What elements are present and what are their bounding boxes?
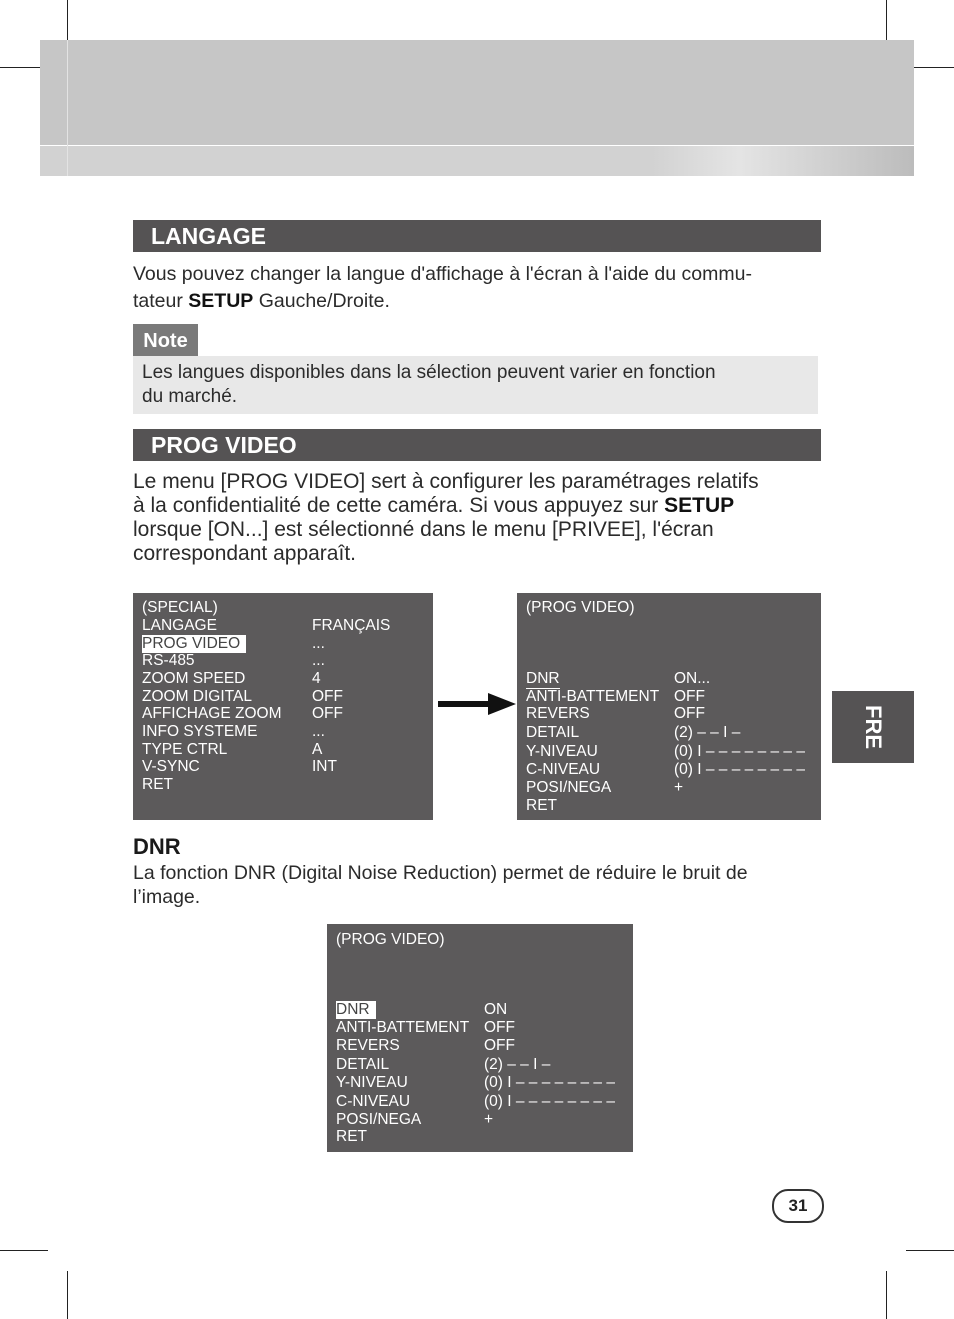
crop-mark — [906, 1250, 954, 1251]
osd-label: RET — [142, 776, 173, 793]
osd-label: REVERS — [336, 1037, 400, 1054]
osd-title: (PROG VIDEO) — [526, 599, 635, 616]
osd-label-selected: PROG VIDEO — [142, 635, 246, 653]
osd-label: TYPE CTRL — [142, 741, 228, 758]
osd-value: + — [674, 779, 684, 796]
osd-title: (SPECIAL) — [142, 599, 218, 616]
page-number: 31 — [772, 1189, 824, 1223]
osd-value: (2) – – I – — [674, 724, 741, 741]
langage-line2-post: Gauche/Droite. — [253, 290, 390, 312]
osd-menu-prog-video-dnr — [327, 924, 633, 1152]
note-line2: du marché. — [142, 386, 238, 407]
prog-video-line1: Le menu [PROG VIDEO] sert à configurer les paramétrages relatifs — [133, 470, 759, 493]
prog-video-line4: correspondant apparaît. — [133, 542, 356, 565]
osd-label: DETAIL — [336, 1056, 390, 1073]
osd-value: (0) I – – – – – – – – — [674, 743, 805, 760]
osd-label-selected: DNR — [526, 670, 560, 687]
osd-value: OFF — [484, 1019, 515, 1036]
osd-label: INFO SYSTEME — [142, 723, 258, 740]
right-arrow-icon — [438, 693, 516, 715]
langage-description — [133, 261, 823, 315]
osd-label-selected: DNR — [336, 1001, 376, 1019]
prog-video-description — [133, 470, 823, 566]
osd-value: (0) I – – – – – – – – — [484, 1074, 615, 1091]
osd-value: OFF — [674, 688, 705, 705]
language-side-tab-label: FRE — [861, 705, 886, 749]
note-box — [133, 356, 818, 414]
osd-label: RET — [336, 1128, 367, 1145]
dnr-heading: DNR — [133, 834, 181, 859]
osd-label: AFFICHAGE ZOOM — [142, 705, 282, 722]
langage-line1: Vous pouvez changer la langue d'affichage à l'écran à l'aide du commu- — [133, 263, 752, 285]
prog-video-line2: à la confidentialité de cette caméra. Si vous appuyez sur — [133, 494, 665, 517]
osd-menu-prog-video — [517, 593, 821, 820]
setup-keyword: SETUP — [188, 290, 254, 312]
header-band — [40, 40, 914, 145]
osd-label: ZOOM DIGITAL — [142, 688, 252, 705]
osd-value: 4 — [312, 670, 321, 687]
osd-value: OFF — [674, 705, 705, 722]
osd-value: OFF — [312, 688, 343, 705]
crop-mark — [886, 1271, 887, 1319]
osd-value: OFF — [484, 1037, 515, 1054]
crop-mark — [67, 1271, 68, 1319]
osd-label: ZOOM SPEED — [142, 670, 246, 687]
langage-line2-pre: tateur — [133, 290, 189, 312]
osd-value: ON... — [674, 670, 711, 687]
osd-value: (2) – – I – — [484, 1056, 551, 1073]
osd-label: ANTI-BATTEMENT — [336, 1019, 470, 1036]
osd-value: ... — [312, 723, 325, 740]
osd-value: (0) I – – – – – – – – — [674, 761, 805, 778]
osd-label: RET — [526, 797, 557, 814]
section-heading-prog-video: PROG VIDEO — [133, 429, 821, 461]
header-divider — [67, 40, 68, 176]
osd-label: V-SYNC — [142, 758, 200, 775]
osd-value: (0) I – – – – – – – – — [484, 1093, 615, 1110]
osd-label: ANTI-BATTEMENT — [526, 688, 660, 705]
dnr-line1: La fonction DNR (Digital Noise Reduction) permet de réduire le bruit de — [133, 862, 748, 884]
osd-value: ON — [484, 1001, 508, 1018]
osd-menu-special — [133, 593, 433, 820]
osd-label: LANGAGE — [142, 617, 217, 634]
osd-label: Y-NIVEAU — [526, 743, 598, 760]
osd-value: INT — [312, 758, 337, 775]
language-side-tab — [832, 691, 914, 763]
header-strip — [40, 146, 914, 176]
osd-value: + — [484, 1111, 494, 1128]
osd-value: FRANÇAIS — [312, 617, 391, 634]
prog-video-line3: lorsque [ON...] est sélectionné dans le menu [PRIVEE], l'écran — [133, 518, 714, 541]
osd-value: ... — [312, 635, 325, 652]
osd-label: REVERS — [526, 705, 590, 722]
osd-value: OFF — [312, 705, 343, 722]
dnr-description — [133, 861, 823, 909]
osd-label: C-NIVEAU — [526, 761, 601, 778]
osd-label: RS-485 — [142, 652, 195, 669]
setup-keyword: SETUP — [664, 494, 735, 517]
osd-label: C-NIVEAU — [336, 1093, 411, 1110]
section-heading-langage: LANGAGE — [133, 220, 821, 252]
osd-label: DETAIL — [526, 724, 580, 741]
osd-label: POSI/NEGA — [526, 779, 612, 796]
osd-value: ... — [312, 652, 325, 669]
note-label: Note — [133, 324, 198, 356]
osd-label: Y-NIVEAU — [336, 1074, 408, 1091]
dnr-line2: l’image. — [133, 886, 201, 908]
osd-label: POSI/NEGA — [336, 1111, 422, 1128]
crop-mark — [0, 1250, 48, 1251]
note-line1: Les langues disponibles dans la sélection peuvent varier en fonction — [142, 362, 716, 383]
osd-value: A — [312, 741, 323, 758]
osd-title: (PROG VIDEO) — [336, 931, 445, 948]
